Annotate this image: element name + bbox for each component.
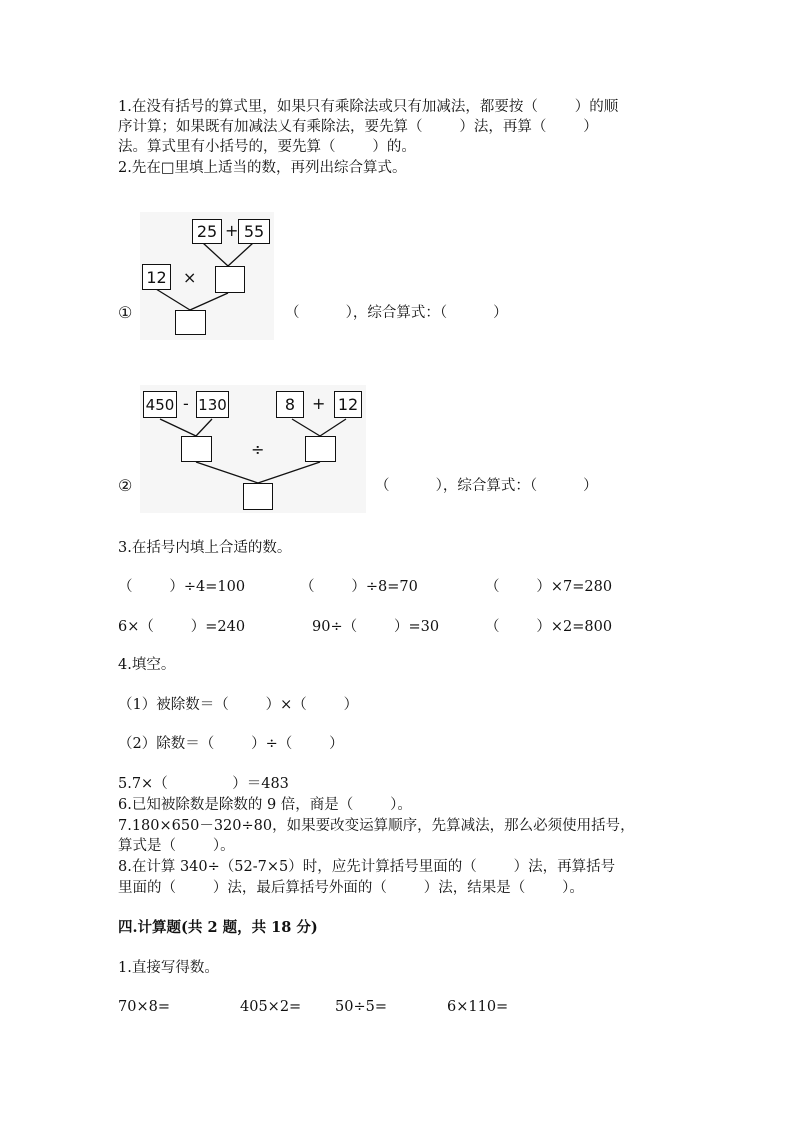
q1-line1: 1.在没有括号的算式里，如果只有乘除法或只有加减法，都要按（ ）的顺 [118, 99, 619, 115]
q1-line2: 序计算；如果既有加减法乂有乘除法，要先算（ ）法，再算（ ） [118, 119, 598, 135]
q3-r1c1: （ ）÷4=100 [118, 579, 246, 595]
q3-r1c2: （ ）÷8=70 [300, 579, 418, 595]
d1-empty-box-result[interactable] [175, 310, 206, 335]
q7-line1: 7.180×650－320÷80，如果要改变运算顺序，先算减法，那么必须使用括号， [118, 818, 635, 834]
q1-line3: 法。算式里有小括号的，要先算（ ）的。 [118, 139, 416, 155]
d2-box-12: 12 [334, 391, 362, 418]
diagram-1 [140, 212, 274, 340]
q4-s1: （1）被除数＝（ ）×（ ） [118, 697, 359, 713]
q4-s2: （2）除数＝（ ）÷（ ） [118, 736, 344, 752]
q3-title: 3.在括号内填上合适的数。 [118, 540, 292, 556]
d2-empty-box-result[interactable] [243, 483, 273, 510]
d2-minus-sign: - [183, 394, 189, 413]
calc-e1: 70×8= [118, 999, 170, 1015]
calc-e3: 50÷5= [335, 999, 387, 1015]
calc-e4: 6×110= [447, 999, 509, 1015]
calc-e2: 405×2= [240, 999, 302, 1015]
d2-box-8: 8 [276, 391, 304, 418]
section4-title: 四.计算题(共 2 题，共 18 分) [118, 919, 318, 936]
d2-marker: ② [118, 476, 133, 495]
q4-title: 4.填空。 [118, 657, 176, 673]
q3-r2c3: （ ）×2=800 [485, 619, 613, 635]
q2-title: 2.先在□里填上适当的数，再列出综合算式。 [118, 160, 407, 176]
diagram-2 [140, 385, 366, 513]
d2-divide-sign: ÷ [251, 440, 265, 459]
q3-r1c3: （ ）×7=280 [485, 579, 613, 595]
d1-plus-sign: + [225, 221, 239, 240]
d1-times-sign: × [183, 268, 197, 287]
q7-line2: 算式是（ ）。 [118, 838, 235, 854]
d2-plus-sign: + [312, 394, 326, 413]
q8-line1: 8.在计算 340÷（52-7×5）时，应先计算括号里面的（ ）法，再算括号 [118, 859, 616, 875]
d2-box-130: 130 [196, 391, 229, 418]
d1-box-55: 55 [238, 219, 270, 244]
d1-empty-box-sum[interactable] [215, 266, 245, 293]
d2-box-450: 450 [143, 391, 177, 418]
q8-line2: 里面的（ ）法，最后算括号外面的（ ）法，结果是（ ）。 [118, 880, 584, 896]
d1-box-12: 12 [142, 264, 171, 290]
q3-r2c1: 6×（ ）=240 [118, 619, 246, 635]
d1-marker: ① [118, 303, 133, 322]
d1-box-25: 25 [192, 219, 222, 244]
q5: 5.7×（ ）＝483 [118, 776, 289, 792]
q3-r2c2: 90÷（ ）=30 [312, 619, 440, 635]
d2-empty-box-right[interactable] [305, 436, 336, 462]
d2-answer: （ ），综合算式：（ ） [375, 478, 598, 494]
d2-empty-box-left[interactable] [181, 436, 212, 462]
section4-q1-title: 1.直接写得数。 [118, 960, 219, 976]
q6: 6.已知被除数是除数的 9 倍，商是（ ）。 [118, 797, 412, 813]
d1-answer: （ ），综合算式：（ ） [285, 305, 508, 321]
